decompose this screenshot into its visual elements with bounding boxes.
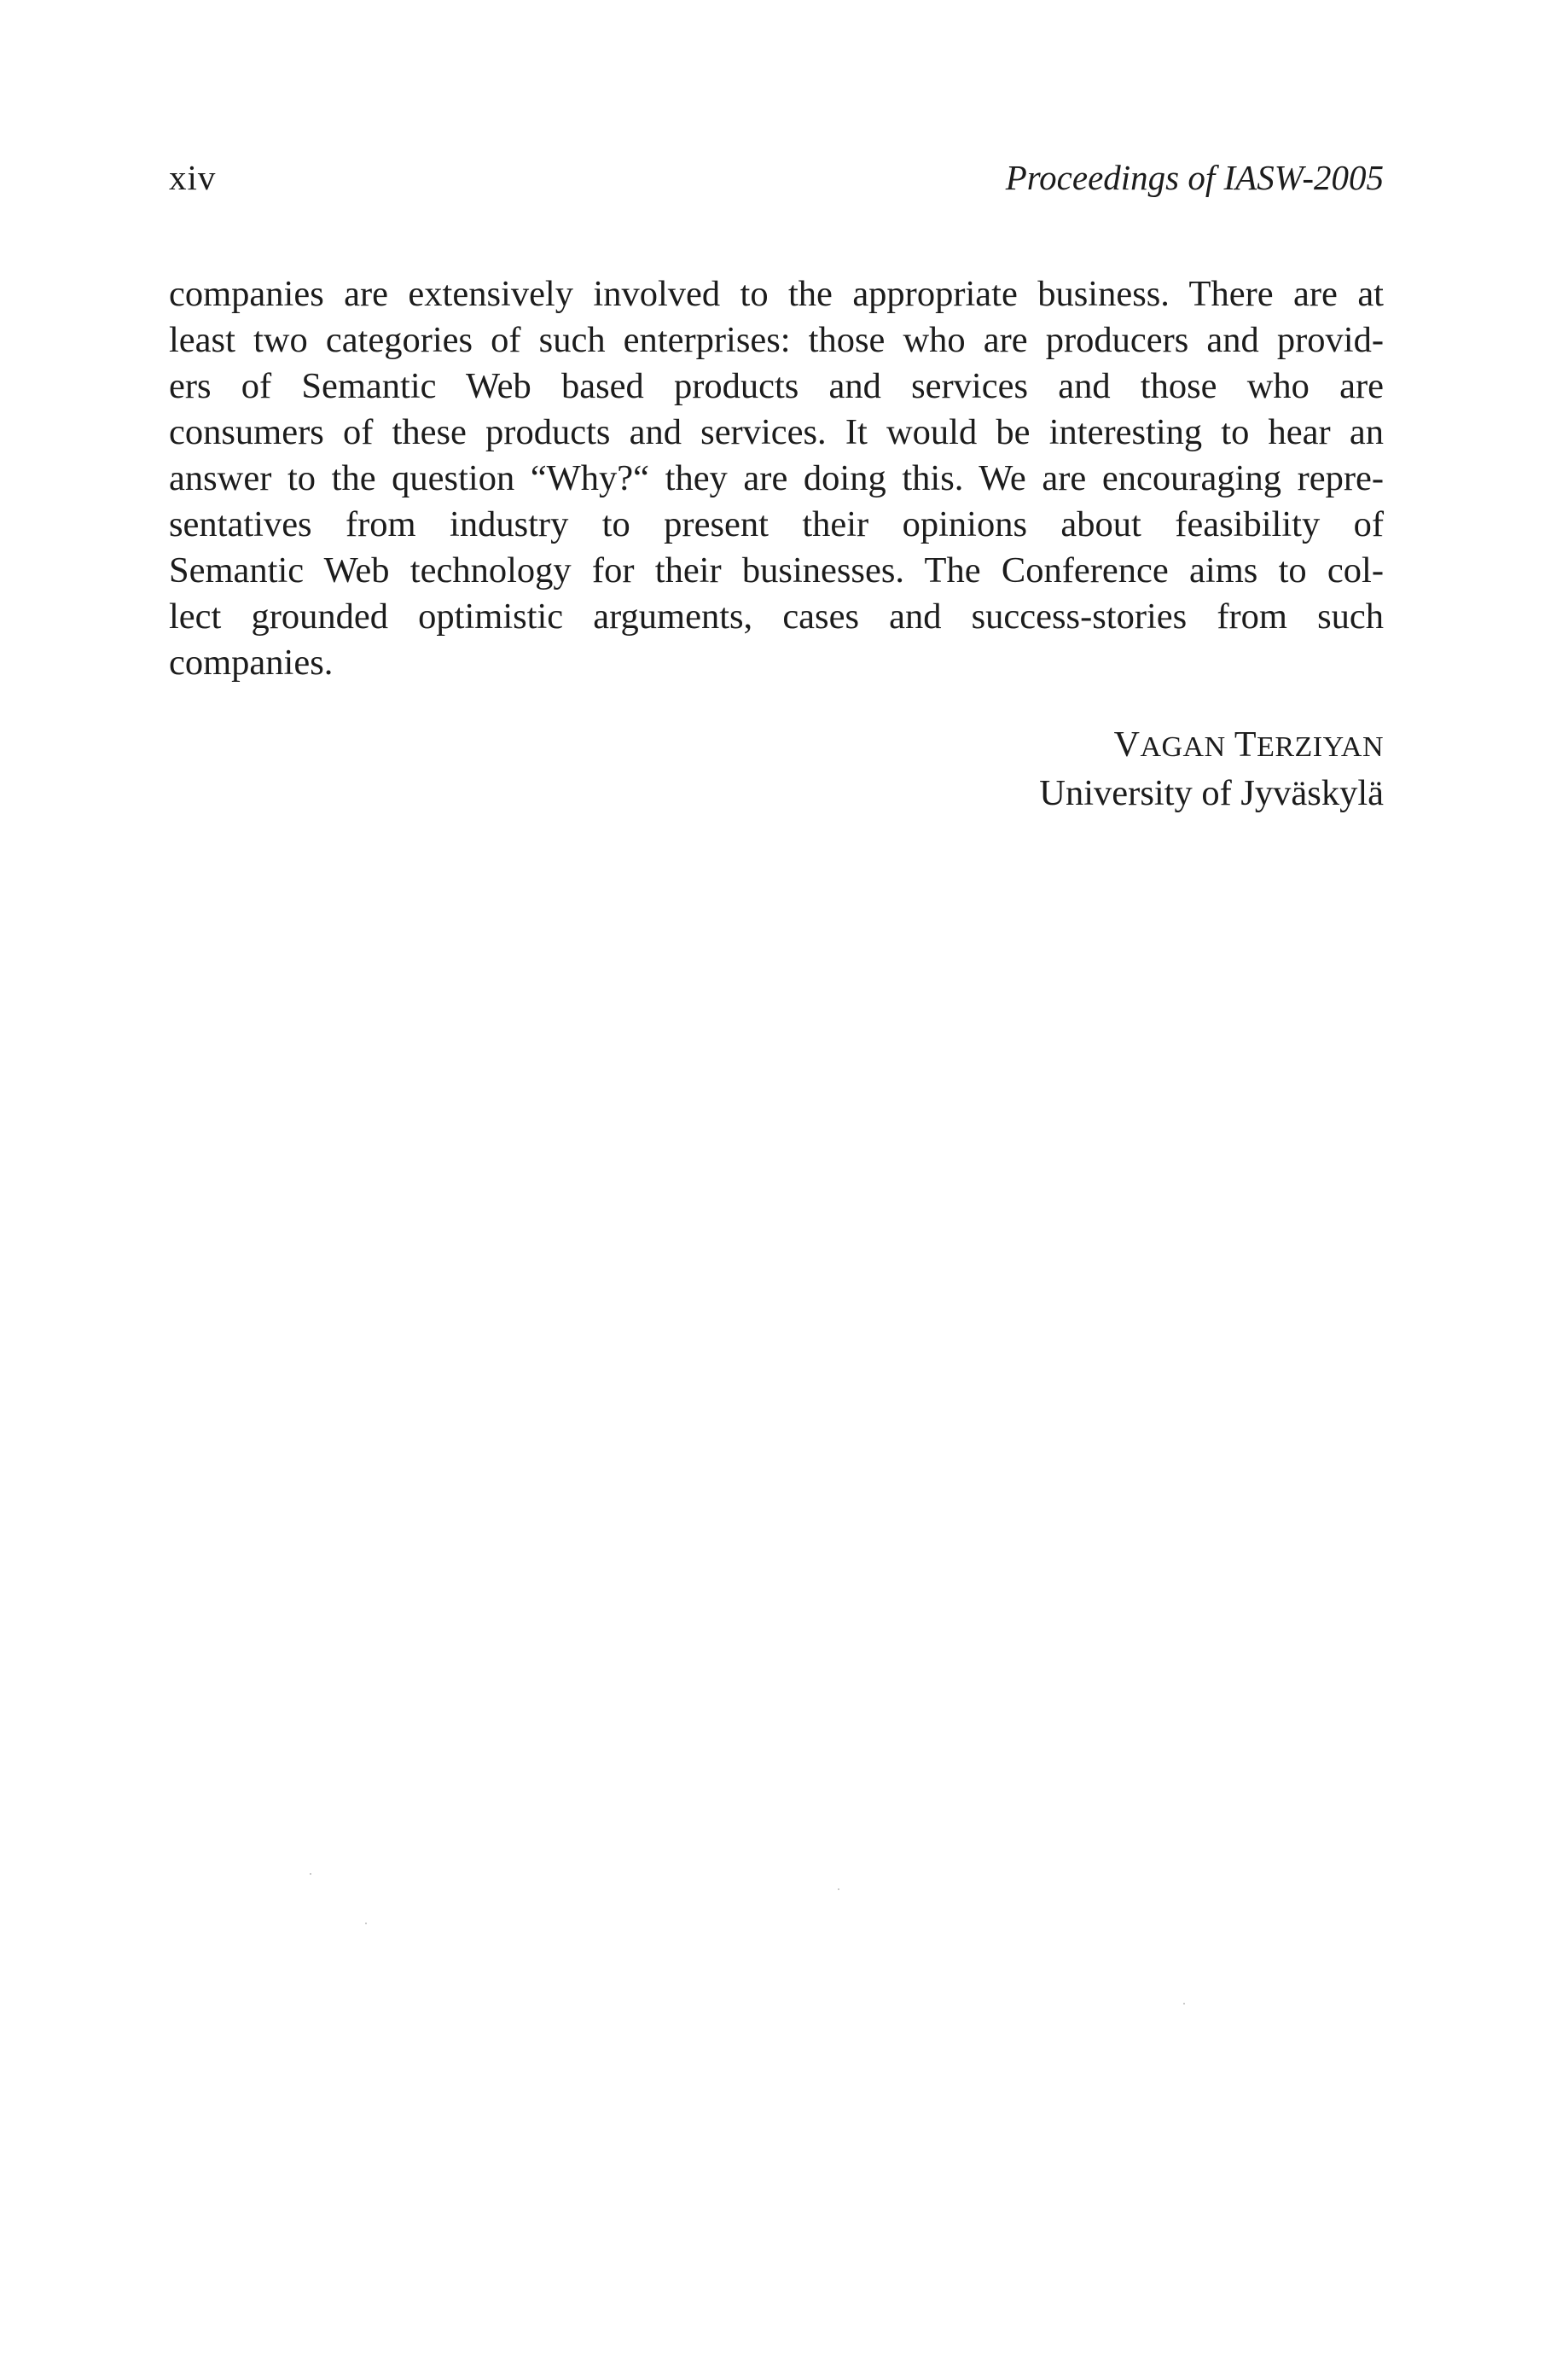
author-first-initial: V — [1113, 725, 1141, 765]
paragraph-line: companies are extensively involved to the appropriate business. There are at — [169, 274, 1384, 314]
author-last-initial: T — [1234, 725, 1257, 765]
paragraph-line: least two categories of such enterprises: those who are producers and provid- — [169, 320, 1384, 360]
paragraph-line: Semantic Web technology for their businesses. The Conference aims to col- — [169, 550, 1384, 591]
paragraph-line: lect grounded optimistic arguments, cases and success-stories from such — [169, 596, 1384, 637]
scan-speck — [365, 1923, 367, 1924]
paragraph-line: consumers of these products and services. It would be interesting to hear an — [169, 412, 1384, 452]
page-number: xiv — [169, 158, 217, 197]
paragraph-line: ers of Semantic Web based products and services and those who are — [169, 366, 1384, 406]
paragraph-line: answer to the question “Why?“ they are doing this. We are encouraging repre- — [169, 458, 1384, 498]
scan-speck — [310, 1873, 311, 1875]
author-first-rest: AGAN — [1140, 731, 1226, 763]
scan-speck — [1183, 2003, 1185, 2004]
running-head — [169, 152, 1384, 203]
author-affiliation: University of Jyväskylä — [1039, 773, 1384, 813]
paragraph-line: sentatives from industry to present their opinions about feasibility of — [169, 504, 1384, 544]
scan-speck — [838, 1888, 839, 1890]
signature-block — [1039, 722, 1384, 817]
paragraph-line: companies. — [169, 643, 334, 683]
body-paragraph — [169, 271, 1384, 686]
publication-title: Proceedings of IASW-2005 — [1005, 158, 1384, 197]
author-name — [1039, 722, 1384, 771]
author-last-rest: ERZIYAN — [1257, 731, 1384, 763]
